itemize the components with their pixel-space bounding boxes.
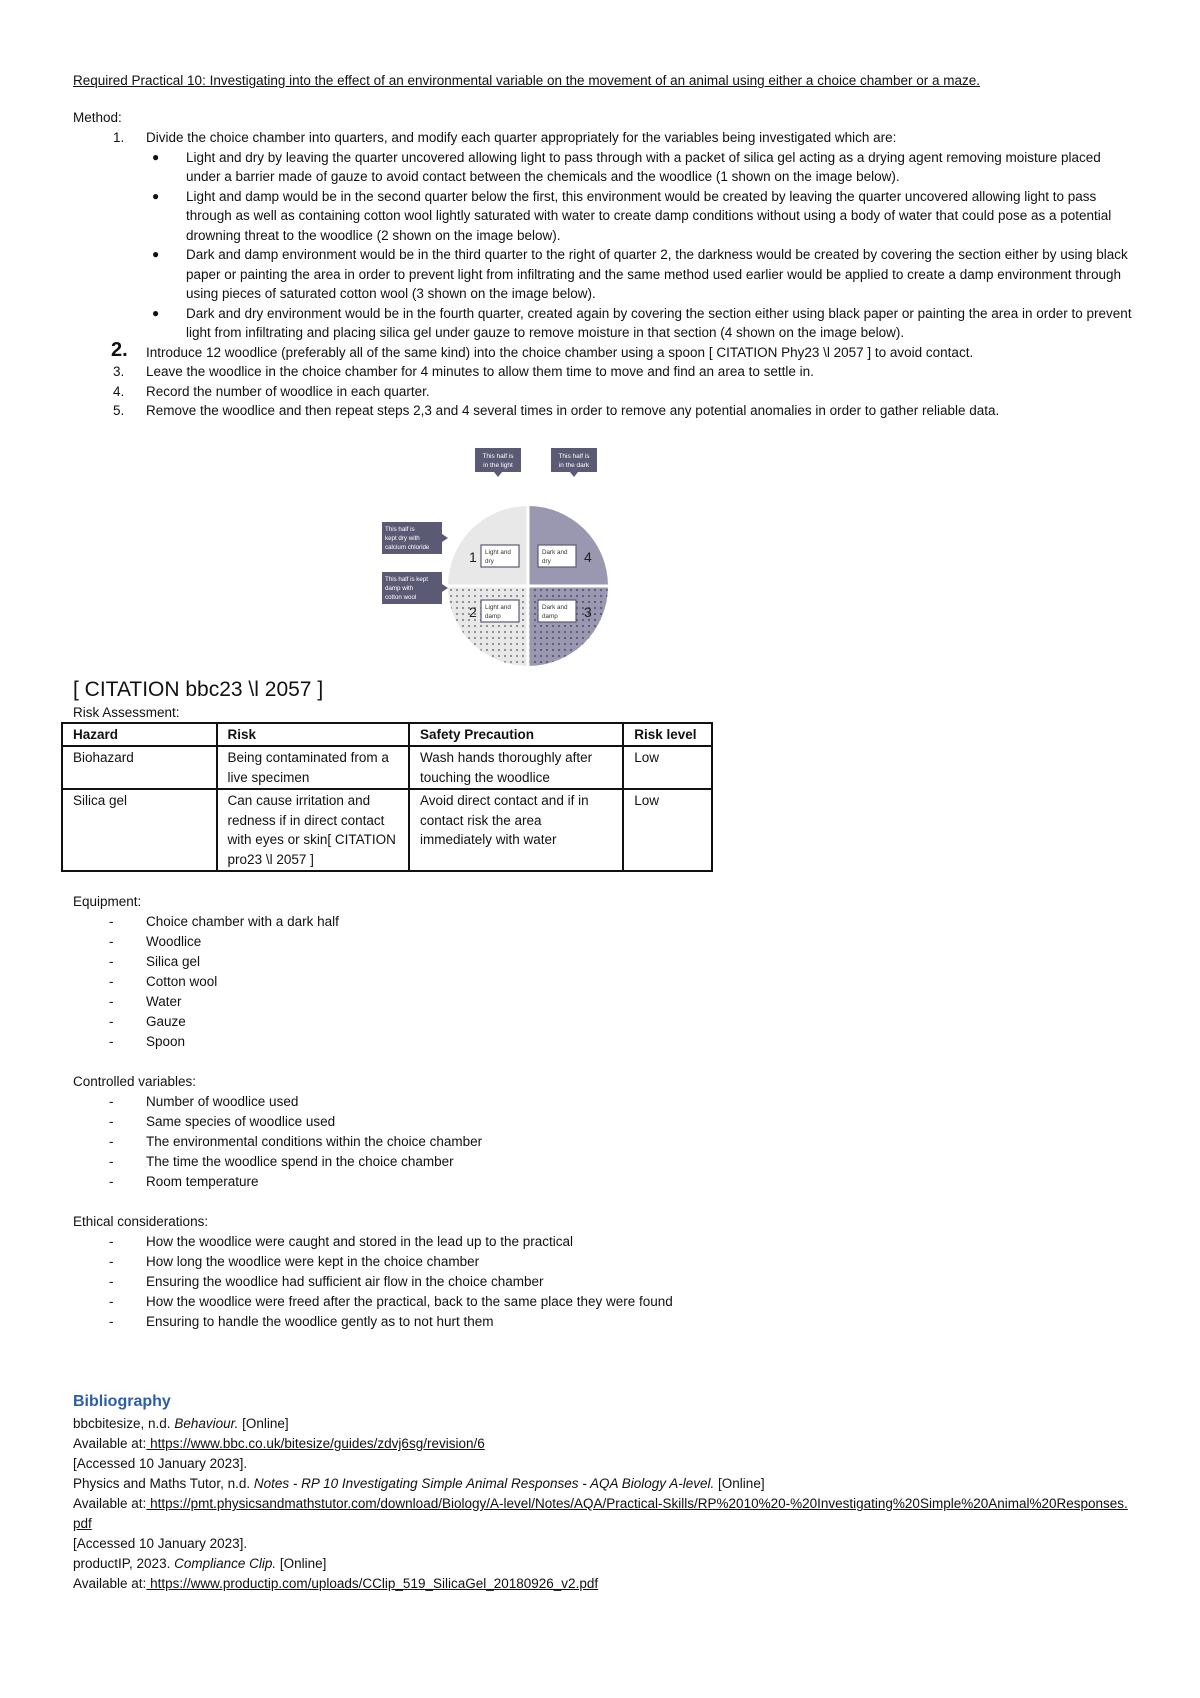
bullet-item: ● Dark and dry environment would be in the fourth quarter, created again by covering the section either using black paper or painting the area in order to prevent light from infiltrating and placing silica gel under gauze to remove moisture in that section (4 shown on the image below). [152, 305, 1132, 340]
step-text: Record the number of woodlice in each quarter. [146, 383, 430, 399]
list-item: - Room temperature [109, 1174, 259, 1189]
bullet-item: ● Light and damp would be in the second quarter below the first, this environment would be created by leaving the quarter uncovered allowing light to pass through as well as containing cotton wool lightly saturated with water to create damp conditions without using a body of water that could pose as a potential drowning threat to the woodlice (2 shown on the image below). [152, 188, 1112, 243]
quarter-4-number: 4 [584, 548, 592, 565]
equipment-list [73, 912, 1133, 1052]
label-dark-half: This half is [558, 452, 590, 460]
bibliography-heading: Bibliography [73, 1393, 171, 1410]
label-dry-half: This half is [385, 525, 415, 533]
list-item: - Number of woodlice used [109, 1094, 299, 1109]
svg-text:in the light: in the light [483, 461, 513, 469]
list-item: - Spoon [109, 1034, 186, 1049]
method-step: 4. Record the number of woodlice in each quarter. [113, 383, 430, 399]
controlled-variables-label: Controlled variables: [73, 1074, 197, 1089]
list-item: - The environmental conditions within the choice chamber [109, 1134, 483, 1149]
svg-text:cotton wool: cotton wool [385, 593, 417, 601]
bullet-item: ● Dark and damp environment would be in the third quarter to the right of quarter 2, the darkness would be created by covering the section either by using black paper or painting the area in order to prevent light from infiltrating and the same method used earlier would be applied to create a damp environment through using pieces of saturated cotton wool (3 shown on the image below). [152, 247, 1128, 301]
quarter-1-label: Light and [485, 548, 511, 556]
svg-text:dry: dry [542, 557, 551, 565]
controlled-variables-list [73, 1092, 1133, 1192]
bibliography: bbcbitesize, n.d. Behaviour. [Online] Available at: https://www.bbc.co.uk/bitesize/guides/zdvj6sg/revision/6 [Accessed 10 January 2023]. Physics and Maths Tutor, n.d. Notes - RP 10 Investigating Simple Animal Responses - AQA Biology A-level. [Online] Available at: https://pmt.physicsandmathstutor.com/download/Biology/A-level/Notes/AQA/Practical-Skills/RP%2010%20-%20Investigating%20Simple%20Animal%20Responses.pdf [Accessed 10 January 2023]. productIP, 2023. Compliance Clip. [Online] Available at: https://www.productip.com/uploads/CClip_519_SilicaGel_20180926_v2.pdf [73, 1414, 1133, 1594]
ethical-considerations-list [73, 1232, 1133, 1332]
bib-link[interactable]: https://www.bbc.co.uk/bitesize/guides/zdvj6sg/revision/6 [146, 1436, 485, 1451]
table-row: Silica gel Can cause irritation and redness if in direct contact with eyes or skin[ CITATION pro23 \l 2057 ] Avoid direct contact and if in contact risk the area immediately with water Low [62, 789, 712, 871]
list-item: - How the woodlice were freed after the practical, back to the same place they were found [109, 1294, 673, 1309]
page-title: Required Practical 10: Investigating into the effect of an environmental variable on the movement of an animal using either a choice chamber or a maze. [73, 73, 981, 88]
svg-text:damp: damp [542, 612, 558, 620]
list-item: - Choice chamber with a dark half [109, 914, 339, 929]
list-item: - Water [109, 994, 182, 1009]
method-step: 1. Divide the choice chamber into quarters, and modify each quarter appropriately for the variables being investigated which are: ● Light and dry by leaving the quarter uncovered allowing light to pass through with a packet of silica gel acting as a drying agent removing moisture placed under a barrier made of gauze to avoid contact between the chemicals and the woodlice (1 shown on the image below). ● Light and damp would be in the second quarter below the first, this environment would be created by leaving the quarter uncovered allowing light to pass through as well as containing cotton wool lightly saturated with water to create damp conditions without using a body of water that could pose as a potential drowning threat to the woodlice (2 shown on the image below). ● Dark and damp environment would be in the third quarter to the right of quarter 2, the darkness would be created by covering the section either by using black paper or painting the area in order to prevent light from infiltrating and the same method used earlier would be applied to create a damp environment through using pieces of saturated cotton wool (3 shown on the image below). ● Dark and dry environment would be in the fourth quarter, created again by covering the section either using black paper or painting the area in order to prevent light from infiltrating and placing silica gel under gauze to remove moisture in that section (4 shown on the image below). [73, 128, 1133, 343]
bullet-item: ● Light and dry by leaving the quarter uncovered allowing light to pass through with a packet of silica gel acting as a drying agent removing moisture placed under a barrier made of gauze to avoid contact between the chemicals and the woodlice (1 shown on the image below). [152, 149, 1101, 184]
quarter-2-label: Light and [485, 603, 511, 611]
choice-chamber-svg [328, 443, 788, 673]
svg-text:calcium chloride: calcium chloride [385, 543, 430, 551]
method-step: 3. Leave the woodlice in the choice chamber for 4 minutes to allow them time to move and find an area to settle in. [113, 364, 814, 379]
method-step: 5. Remove the woodlice and then repeat steps 2,3 and 4 several times in order to remove any potential anomalies in order to gather reliable data. [113, 403, 1000, 418]
table-header-row: Hazard Risk Safety Precaution Risk level [62, 723, 712, 747]
step-text: Introduce 12 woodlice (preferably all of the same kind) into the choice chamber using a spoon [ CITATION Phy23 \l 2057 ] to avoid contact. [146, 344, 974, 360]
label-damp-half: This half is kept [385, 575, 428, 583]
list-item: - The time the woodlice spend in the choice chamber [109, 1154, 454, 1169]
quarter-3-dark-damp [528, 586, 608, 666]
step-bullets [146, 148, 1133, 343]
quarter-4-label: Dark and [542, 548, 568, 556]
list-item: - Ensuring the woodlice had sufficient air flow in the choice chamber [109, 1274, 544, 1289]
step-text: Divide the choice chamber into quarters, and modify each quarter appropriately for the variables being investigated which are: [146, 130, 897, 145]
step-text: Remove the woodlice and then repeat steps 2,3 and 4 several times in order to remove any potential anomalies in order to gather reliable data. [146, 403, 1000, 418]
bib-link[interactable]: https://pmt.physicsandmathstutor.com/download/Biology/A-level/Notes/AQA/Practical-Skills/RP%2010%20-%20Investigating%20Simple%20Animal%20Responses.pdf [73, 1496, 1128, 1531]
svg-text:kept dry with: kept dry with [385, 534, 420, 542]
quarter-2-number: 2 [469, 603, 477, 620]
bib-entry: Physics and Maths Tutor, n.d. Notes - RP 10 Investigating Simple Animal Responses - AQA Biology A-level. [Online] [73, 1476, 765, 1491]
svg-text:damp with: damp with [385, 584, 414, 592]
method-label: Method: [73, 110, 122, 125]
document-page [73, 72, 1133, 1594]
list-item: - Same species of woodlice used [109, 1114, 336, 1129]
method-steps [73, 128, 1133, 421]
list-item: - Woodlice [109, 934, 202, 949]
svg-text:damp: damp [485, 612, 501, 620]
list-item: - Ensuring to handle the woodlice gently as to not hurt them [109, 1314, 494, 1329]
quarter-1-number: 1 [469, 548, 477, 565]
quarter-2-light-damp [448, 586, 528, 666]
list-item: - How the woodlice were caught and stored in the lead up to the practical [109, 1234, 574, 1249]
svg-text:in the dark: in the dark [558, 461, 590, 469]
quarter-3-label: Dark and [542, 603, 568, 611]
ethical-considerations-label: Ethical considerations: [73, 1214, 209, 1229]
risk-table [61, 722, 713, 873]
risk-assessment-label: Risk Assessment: [73, 704, 180, 720]
citation-bbc: [ CITATION bbc23 \l 2057 ] [73, 677, 324, 701]
svg-text:dry: dry [485, 557, 494, 565]
equipment-label: Equipment: [73, 894, 142, 909]
list-item: - How long the woodlice were kept in the choice chamber [109, 1254, 480, 1269]
step-text: Leave the woodlice in the choice chamber for 4 minutes to allow them time to move and find an area to settle in. [146, 364, 814, 379]
bib-entry: productIP, 2023. Compliance Clip. [Online] [73, 1556, 327, 1571]
list-item: - Gauze [109, 1014, 186, 1029]
list-item: - Cotton wool [109, 974, 218, 989]
quarter-3-number: 3 [584, 603, 592, 620]
bib-link[interactable]: https://www.productip.com/uploads/CClip_519_SilicaGel_20180926_v2.pdf [146, 1576, 599, 1591]
choice-chamber-diagram [328, 443, 788, 673]
bib-entry: bbcbitesize, n.d. Behaviour. [Online] [73, 1416, 289, 1431]
table-row: Biohazard Being contaminated from a live specimen Wash hands thoroughly after touching the woodlice Low [62, 746, 712, 789]
label-light-half: This half is [482, 452, 514, 460]
list-item: - Silica gel [109, 954, 201, 969]
method-step: 2. Introduce 12 woodlice (preferably all of the same kind) into the choice chamber using a spoon [ CITATION Phy23 \l 2057 ] to avoid contact. [111, 338, 974, 361]
